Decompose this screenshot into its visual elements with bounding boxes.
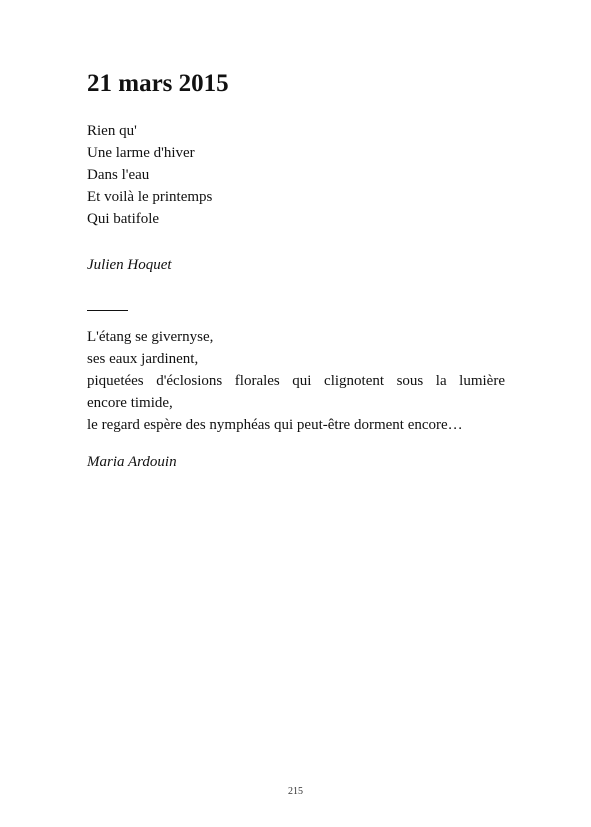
poem-line: piquetées d'éclosions florales qui clignotent sous la lumière	[87, 373, 505, 389]
poem-line: Rien qu'	[87, 123, 137, 139]
poem-2	[87, 326, 505, 436]
page-title: 21 mars 2015	[87, 70, 229, 97]
poem-line: Dans l'eau	[87, 167, 150, 183]
poem-1	[87, 120, 505, 230]
poem-line: Une larme d'hiver	[87, 145, 195, 161]
section-separator	[87, 310, 128, 311]
poem-line: L'étang se givernyse,	[87, 329, 214, 345]
poem-line: ses eaux jardinent,	[87, 351, 199, 367]
poem-line: le regard espère des nymphéas qui peut-être dorment encore…	[87, 417, 463, 433]
poem-line: Et voilà le printemps	[87, 189, 213, 205]
page-number: 215	[288, 786, 303, 797]
poem-1-author: Julien Hoquet	[87, 257, 172, 273]
poem-line: Qui batifole	[87, 211, 160, 227]
poem-2-author: Maria Ardouin	[87, 454, 177, 470]
poem-line: encore timide,	[87, 395, 173, 411]
